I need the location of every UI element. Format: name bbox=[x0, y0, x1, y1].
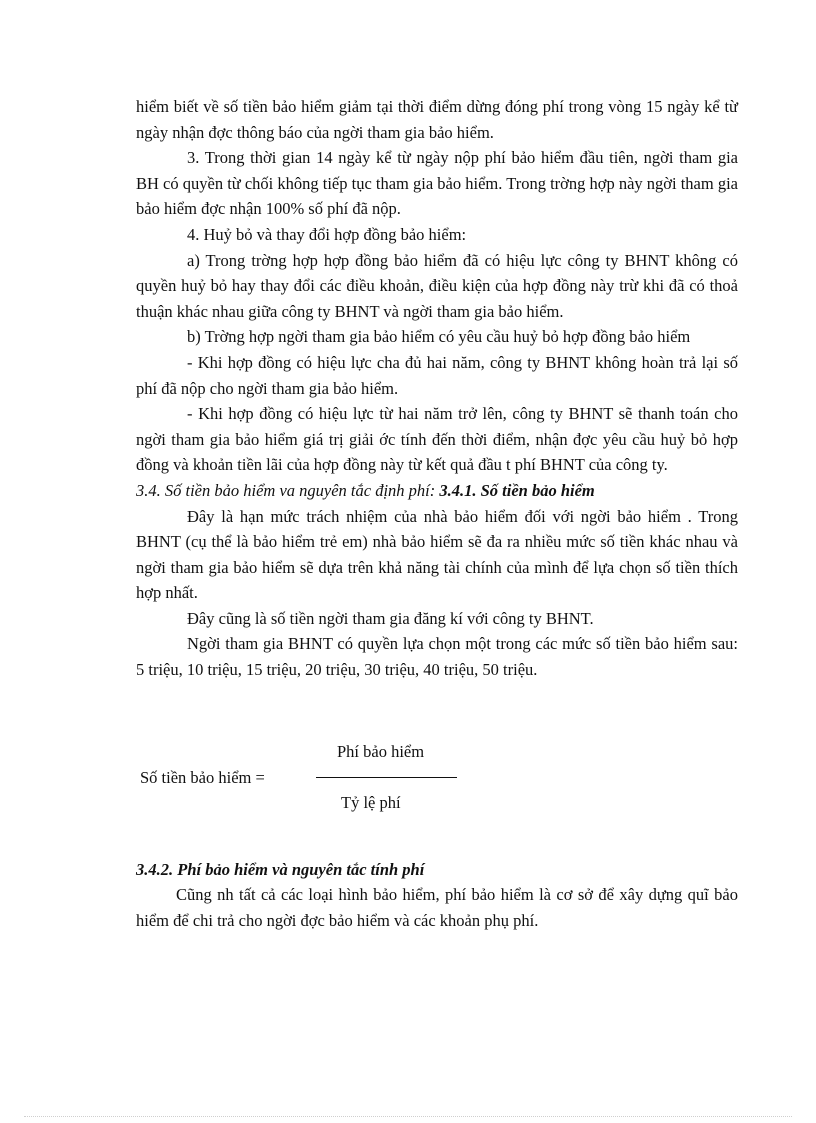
page-bottom-divider bbox=[24, 1116, 792, 1117]
paragraph-item-4a: a) Trong trờng hợp hợp đồng bảo hiểm đã có hiệu lực công ty BHNT không có quyền huỷ bỏ hay thay đổi các điều khoản, điều kiện của hợp đồng này trừ khi đã có thoả thuận khác nhau giữa công ty BHNT và ngời tham gia bảo hiểm. bbox=[136, 250, 738, 321]
paragraph-bullet-under-two-years: - Khi hợp đồng có hiệu lực cha đủ hai năm, công ty BHNT không hoàn trả lại số phí đã nộp cho ngời tham gia bảo hiểm. bbox=[136, 352, 738, 398]
spacer bbox=[136, 683, 738, 735]
paragraph-amount-options: Ngời tham gia BHNT có quyền lựa chọn một trong các mức số tiền bảo hiểm sau: 5 triệu, 10 triệu, 15 triệu, 20 triệu, 30 triệu, 40 triệu, 50 triệu. bbox=[136, 634, 738, 680]
formula-denominator: Tỷ lệ phí bbox=[341, 792, 401, 812]
paragraph-item-4b: b) Trờng hợp ngời tham gia bảo hiểm có yêu cầu huỷ bỏ hợp đồng bảo hiểm bbox=[187, 327, 691, 347]
section-title-3-4: 3.4. Số tiền bảo hiểm va nguyên tắc định phí: bbox=[136, 480, 436, 500]
spacer bbox=[136, 817, 738, 857]
paragraph-continuation: hiểm biết về số tiền bảo hiểm giảm tại thời điểm dừng đóng phí trong vòng 15 ngày kể từ ngày nhận đợc thông báo của ngời tham gia bảo hiểm. bbox=[136, 97, 738, 142]
section-heading-3-4-2: 3.4.2. Phí bảo hiểm và nguyên tắc tính phí bbox=[136, 859, 425, 879]
formula-label: Số tiền bảo hiểm = bbox=[140, 767, 265, 787]
formula-numerator: Phí bảo hiểm bbox=[337, 741, 425, 761]
paragraph-item-3: 3. Trong thời gian 14 ngày kể từ ngày nộp phí bảo hiểm đầu tiên, ngời tham gia BH có quyền từ chối không tiếp tục tham gia bảo hiểm. Trong trờng hợp này ngời tham gia bảo hiểm đợc nhận 100% số phí đã nộp. bbox=[136, 148, 739, 219]
paragraph-bullet-over-two-years: - Khi hợp đồng có hiệu lực từ hai năm trở lên, công ty BHNT sẽ thanh toán cho ngời tham gia bảo hiểm giá trị giải ớc tính đến thời điểm, nhận đợc yêu cầu huỷ bỏ hợp đồng và khoản tiền lãi của hợp đồng này từ kết quả đầu t phí BHNT của công ty. bbox=[136, 404, 738, 475]
paragraph-item-4-heading: 4. Huỷ bỏ và thay đổi hợp đồng bảo hiểm: bbox=[187, 224, 467, 244]
paragraph-registered-amount: Đây cũng là số tiền ngời tham gia đăng kí với công ty BHNT. bbox=[187, 608, 594, 628]
section-subtitle-3-4-1: 3.4.1. Số tiền bảo hiểm bbox=[439, 480, 595, 500]
paragraph-premium: Cũng nh tất cả các loại hình bảo hiểm, phí bảo hiểm là cơ sở để xây dựng quĩ bảo hiểm để chi trả cho ngời đợc bảo hiểm và các khoản phụ phí. bbox=[136, 885, 738, 930]
section-heading-3-4 bbox=[136, 478, 738, 504]
fraction-bar bbox=[316, 777, 457, 778]
formula-block bbox=[136, 735, 738, 817]
paragraph-definition: Đây là hạn mức trách nhiệm của nhà bảo hiểm đối với ngời bảo hiểm . Trong BHNT (cụ thể là bảo hiểm trẻ em) nhà bảo hiểm sẽ đa ra nhiều mức số tiền khác nhau và ngời tham gia bảo hiểm sẽ dựa trên khả năng tài chính của mình để lựa chọn số tiền thích hợp nhất. bbox=[136, 506, 738, 603]
document-page bbox=[136, 94, 738, 933]
